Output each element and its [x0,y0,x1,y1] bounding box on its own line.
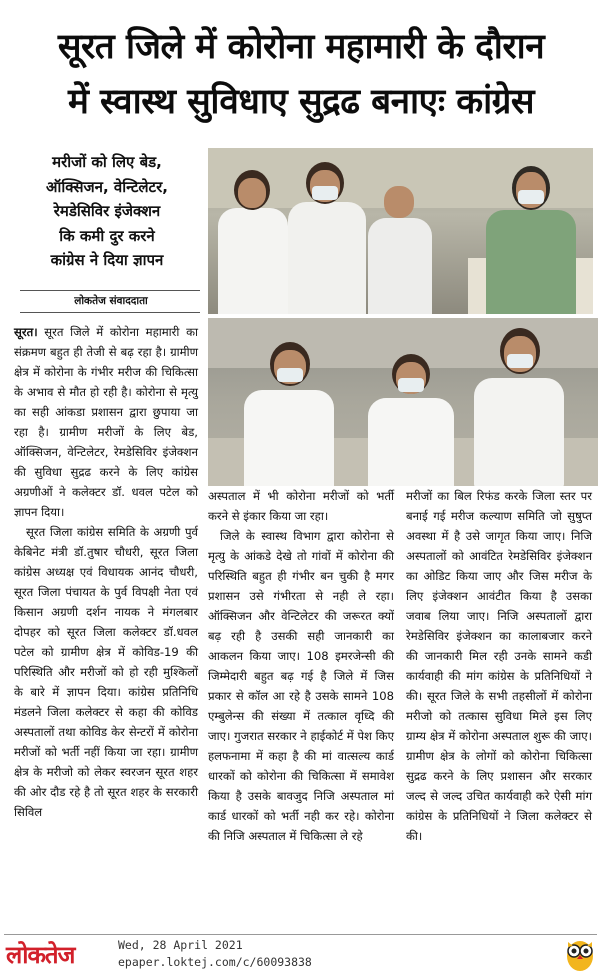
column-paragraph: सूरत जिला कांग्रेस समिति के अग्रणी पुर्व केबिनेट मंत्री डॉ.तुषार चौधरी, सूरत जिला कांग्रेस अध्यक्ष एवं विधायक आनंद चौधरी, सूरत जिला पंचायत के पुर्व विपक्षी नेता एवं किसान अग्रणी दर्शन नायक ने मंगलबार दोपहर को सूरत जिला कलेक्टर डॉ.धवल पटेल को ग्रामीण क्षेत्र में कोविड-19 की परिस्थिति और मरीजों को हो रही मुश्किलों के बारे में ज्ञापन दिया। कांग्रेस प्रतिनिधि मंडलने जिला कलेक्टर से कहा की कोविड अस्पतालों तथा कोविड केर सेन्टरों में कोरोना मरीजों को भर्ती नहीं किया जा रहा। ग्रामीण क्षेत्र के मरीजो को लेकर स्वरजन सूरत शहर की ओर दौड रहे है तो सूरत शहर के सरकारी सिविल [14,525,198,819]
column-paragraph: मरीजों का बिल रिफंड करके जिला स्तर पर बनाई गई मरीज कल्याण समिति जो सुषुप्त अवस्था में है उसे जागृत किया जाए। निजि अस्पतालों को आवंटित रेमडेसिविर इंजेक्शन का ओडिट किया जाए और जिस मरीज के लिए इंजेक्शन आवंटीत किया है उसका जवाब लिया जाए। निजि अस्पतालों द्वारा रेमडेसिविर इंजेक्शन का कालाबजार करने की जानकारी मिल रही उनके सामने कडी कार्यवाही की मांग कांग्रेस के प्रतिनिधियों ने की। सूरत जिले के सभी तहसीलों में कोरोना मरीजो को तत्कास सुविधा मिले इस लिए ग्राम्य क्षेत्र में कोरोना अस्पताल शुरू की जाए। ग्रामीण क्षेत्र के लोगों को कोरोना चिकित्सा सुद्रढ करने के लिए प्रशासन और सरकार जल्द से जल्द उचित कार्यवाही करे ऐसी मांग कांग्रेस के प्रतिनिधियों ने जिला कलेक्टर से की। [406,489,592,843]
footer-divider [4,934,597,935]
column-paragraph: जिले के स्वास्थ विभाग द्वारा कोरोना से मृत्यु के आंकडे देखे तो गांवों में कोरोना की परिस्थिति बहुत ही गंभीर बन चुकी है मगर प्रशासन उसे गंभीरता से नही ले रहा। ऑक्सिजन और वेन्टिलेटर की जरूरत क्यों बढ़ रही है उसकी सही जानकारी का आकलन किया जाए। 108 इमरजेन्सी की जिम्मेदारी बहुत बढ़ गई है जिले में जिस प्रकार से कॉल आ रहे है उसके सामने 108 एम्बुलेन्स की संख्या में तत्काल वृध्दि की जाए। गुजरात सरकार ने हाईकोर्ट में पेश किए हलफनामा में कहा है की मां वात्सल्य कार्ड धारकों को कोरोना की चिकित्सा में समावेश किया है उसके बावजुद निजि अस्पताल मां कार्ड धारकों को भर्ती नही कर रहे। कोरोना की निजि अस्पताल में चिकित्सा ले रहे [208,529,394,843]
article-column-1 [14,322,198,822]
edition-date: Wed, 28 April 2021 [118,938,243,952]
owl-icon [564,936,596,972]
column-paragraph: अस्पताल में भी कोरोना मरीजों को भर्ती करने से इंकार किया जा रहा। [208,489,394,523]
article-subheadline [12,150,202,273]
dateline: सूरत। [14,325,38,339]
photo-congress-delegation [208,318,598,486]
article-column-2 [208,486,394,846]
article-column-3 [406,486,592,846]
byline-divider [20,312,200,313]
subhead-line: कांग्रेस ने दिया ज्ञापन [50,251,164,269]
subhead-line: रेमडेसिविर इंजेक्शन [53,202,161,220]
headline-line-1: सूरत जिले में कोरोना महामारी के दौरान [57,27,545,67]
photo-memorandum-handover [208,148,593,314]
article-headline [8,20,594,130]
byline-divider [20,290,200,291]
subhead-line: मरीजों को लिए बेड, [52,153,162,171]
epaper-url[interactable]: epaper.loktej.com/c/60093838 [118,955,312,969]
byline: लोकतेज संवाददाता [74,295,148,307]
subhead-line: ऑक्सिजन, वेन्टिलेटर, [46,177,168,196]
loktej-logo: लोकतेज [6,941,75,969]
headline-line-2: में स्वास्थ सुविधाए सुद्रढ बनाएः कांग्रेस [67,82,535,122]
column-paragraph: सूरत जिले में कोरोना महामारी का संक्रमण बहुत ही तेजी से बढ़ रहा है। ग्रामीण क्षेत्र में कोरोना के गंभीर मरीज की चिकित्सा के अभाव से मौत हो रही है। कोरोना से मृत्यु का सही आंकडा प्रशासन द्वारा छुपाया जा रहा है। ग्रामीण मरीजों के लिए बेड, ऑक्सिजन, वेन्टिलेटर, रेमडेसिविर इंजेक्शन की सुविधा सुद्रढ करने के लिए कांग्रेस अग्रणीओं ने कलेक्टर डॉ. धवल पटेल को ज्ञापन दिया। [14,325,198,519]
subhead-line: कि कमी दुर करने [59,226,155,245]
